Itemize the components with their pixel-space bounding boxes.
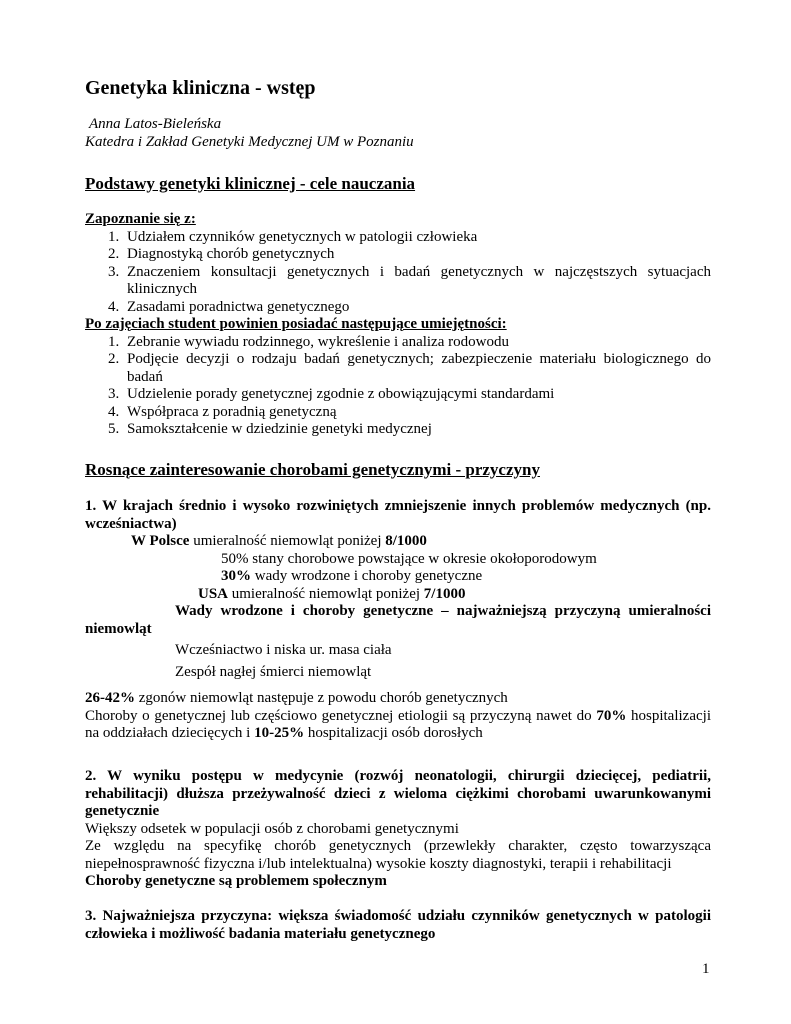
hosp-value-b: 10-25% [254,725,305,741]
reason-2-block [85,768,711,891]
deaths-line [85,690,711,708]
reason-1-block [85,498,711,681]
skills-list [85,334,711,439]
hosp-text-c: hospitalizacji osób dorosłych [304,725,483,741]
list-item: 1. Udziałem czynników genetycznych w patologii człowieka [123,229,711,247]
poland-line [85,533,711,551]
hosp-text-b: hospitalizacji na oddziałach dziecięcych i [85,707,711,741]
cause-a: Wcześniactwo i niska ur. masa ciała [175,642,392,658]
page-title: Genetyka kliniczna - wstęp [85,77,316,99]
list-item: 2. Podjęcie decyzji o rodzaju badań genetycznych; zabezpieczenie materiału biologicznego do badań [123,351,711,386]
author-name: Anna Latos-Bieleńska [89,116,222,132]
usa-line [85,586,711,604]
congenital-value: 30% [221,568,251,584]
list-item: 4. Współpraca z poradnią genetyczną [123,404,711,422]
section-heading-reasons: Rosnące zainteresowanie chorobami genetycznymi - przyczyny [85,460,540,479]
list-item: 4. Zasadami poradnictwa genetycznego [123,299,711,317]
reason-2-heading: 2. W wyniku postępu w medycynie (rozwój neonatologii, chirurgii dziecięcej, pediatrii, rehabilitacji) dłuższa przeżywalność dzieci z wieloma ciężkimi chorobami uwarunkowanymi genetycznie [85,768,711,819]
section-heading-goals: Podstawy genetyki klinicznej - cele nauczania [85,174,416,193]
usa-label: USA [198,585,229,602]
author-block [85,116,711,151]
affiliation: Katedra i Zakład Genetyki Medycznej UM w Poznaniu [85,133,414,150]
reason-2-line-1: Większy odsetek w populacji osób z chorobami genetycznymi [85,820,459,837]
congenital-line [85,568,711,586]
reason-2-line-2: Ze względu na specyfikę chorób genetycznych (przewlekły charakter, często towarzysząca niepełnosprawność fizyczna i/lub intelektualna) wysokie koszty diagnostyki, terapii i rehabilitacji [85,838,711,872]
reason-3-block [85,908,711,943]
reason-3-heading: 3. Najważniejsza przyczyna: większa świadomość udziału czynników genetycznych w patologii człowieka i możliwość badania materiału genetycznego [85,908,711,942]
reason-1-heading: 1. W krajach średnio i wysoko rozwiniętych zmniejszenie innych problemów medycznych (np. wcześniactwa) [85,498,711,532]
intro-label: Zapoznanie się z: [85,211,196,227]
poland-label: W Polsce [131,533,190,549]
list-item: 3. Udzielenie porady genetycznej zgodnie z obowiązującymi standardami [123,386,711,404]
congenital-text: wady wrodzone i choroby genetyczne [251,568,483,584]
hosp-value-a: 70% [596,707,627,724]
main-cause-line: Wady wrodzone i choroby genetyczne – najważniejszą przyczyną umieralności niemowląt [85,603,711,637]
list-item: 2. Diagnostyką chorób genetycznych [123,246,711,264]
goals-block [85,211,711,439]
hosp-text-a: Choroby o genetycznej lub częściowo genetycznej etiologii są przyczyną nawet do [85,707,597,724]
skills-label: Po zajęciach student powinien posiadać następujące umiejętności: [85,316,507,332]
list-item: 3. Znaczeniem konsultacji genetycznych i badań genetycznych w najczęstszych sytuacjach klinicznych [123,264,711,299]
deaths-text: zgonów niemowląt następuje z powodu chorób genetycznych [135,690,508,706]
list-item: 1. Zebranie wywiadu rodzinnego, wykreślenie i analiza rodowodu [123,334,711,352]
reason-2-conclusion: Choroby genetyczne są problemem społecznym [85,873,387,889]
cause-b: Zespół nagłej śmierci niemowląt [175,663,372,680]
hospitalization-paragraph [85,708,711,743]
statistics-block [85,690,711,743]
intro-list [85,229,711,317]
usa-value: 7/1000 [423,585,466,602]
poland-value: 8/1000 [385,533,427,549]
perinatal-line: 50% stany chorobowe powstające w okresie okołoporodowym [221,550,597,567]
list-item: 5. Samokształcenie w dziedzinie genetyki medycznej [123,421,711,439]
deaths-value: 26-42% [85,690,135,706]
usa-text: umieralność niemowląt poniżej [228,585,424,602]
poland-text: umieralność niemowląt poniżej [189,533,386,549]
page-number: 1 [702,961,710,977]
